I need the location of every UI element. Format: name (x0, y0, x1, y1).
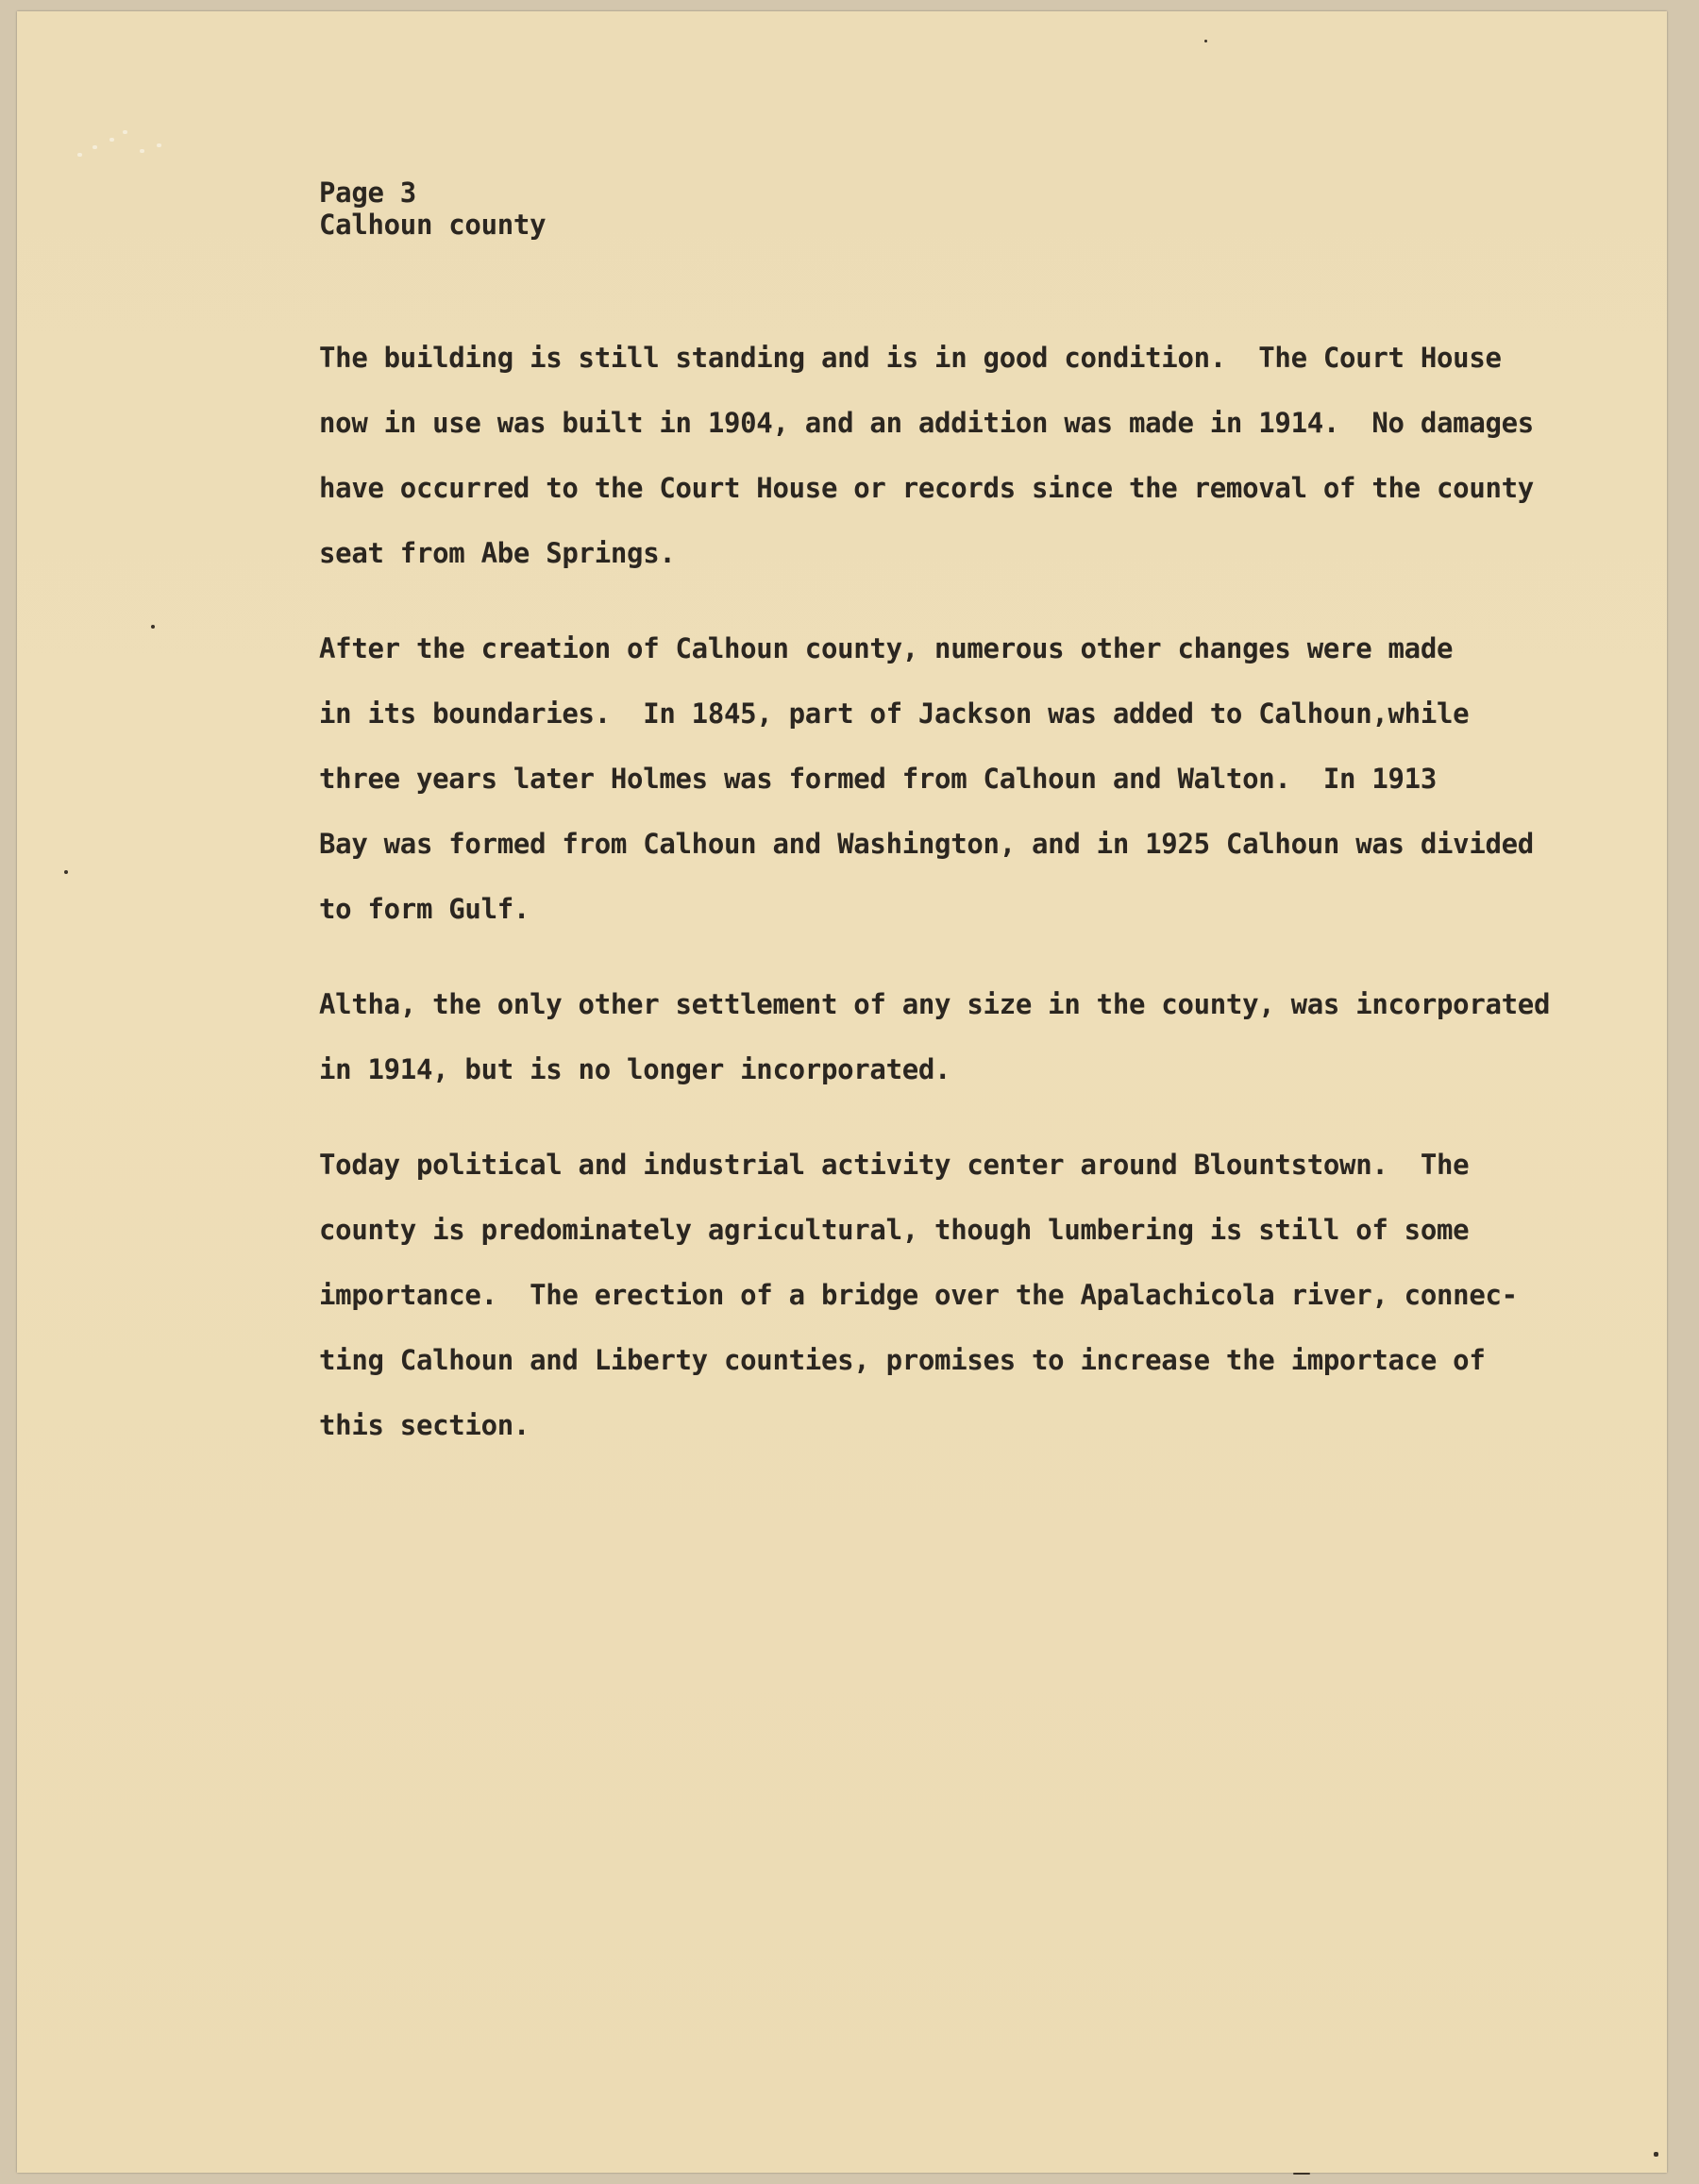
typed-text-body (319, 176, 1603, 1458)
paper-speck (1293, 2173, 1310, 2175)
paragraph-today (319, 1133, 1603, 1458)
paper-speck (1204, 40, 1207, 42)
paragraph-altha (319, 972, 1603, 1102)
text-line: After the creation of Calhoun county, numerous other changes were made (319, 632, 1454, 664)
text-line: Bay was formed from Calhoun and Washington, and in 1925 Calhoun was divided (319, 828, 1534, 860)
text-line: now in use was built in 1904, and an addition was made in 1914. No damages (319, 407, 1534, 439)
county-heading: Calhoun county (319, 209, 547, 241)
paper-speck (151, 625, 155, 629)
text-line: county is predominately agricultural, though lumbering is still of some (319, 1214, 1470, 1246)
paper-crease-mark (74, 125, 177, 172)
text-line: three years later Holmes was formed from Calhoun and Walton. In 1913 (319, 763, 1438, 795)
paper-speck (1654, 2152, 1658, 2157)
text-line: Today political and industrial activity center around Blountstown. The (319, 1149, 1470, 1181)
paper-speck (64, 870, 68, 874)
text-line: importance. The erection of a bridge over the Apalachicola river, connec- (319, 1279, 1518, 1311)
text-line: Altha, the only other settlement of any size in the county, was incorporated (319, 988, 1551, 1020)
text-line: this section. (319, 1409, 530, 1441)
paragraph-boundaries (319, 616, 1603, 942)
paragraph-courthouse (319, 326, 1603, 586)
text-line: seat from Abe Springs. (319, 537, 676, 569)
text-line: The building is still standing and is in good condition. The Court House (319, 342, 1502, 374)
text-line: have occurred to the Court House or records since the removal of the county (319, 472, 1534, 504)
page-number: Page 3 (319, 176, 416, 209)
text-line: to form Gulf. (319, 893, 530, 925)
text-line: in 1914, but is no longer incorporated. (319, 1053, 951, 1085)
document-page (17, 11, 1667, 2173)
text-line: ting Calhoun and Liberty counties, promises to increase the importace of (319, 1344, 1486, 1376)
text-line: in its boundaries. In 1845, part of Jackson was added to Calhoun,while (319, 697, 1470, 730)
